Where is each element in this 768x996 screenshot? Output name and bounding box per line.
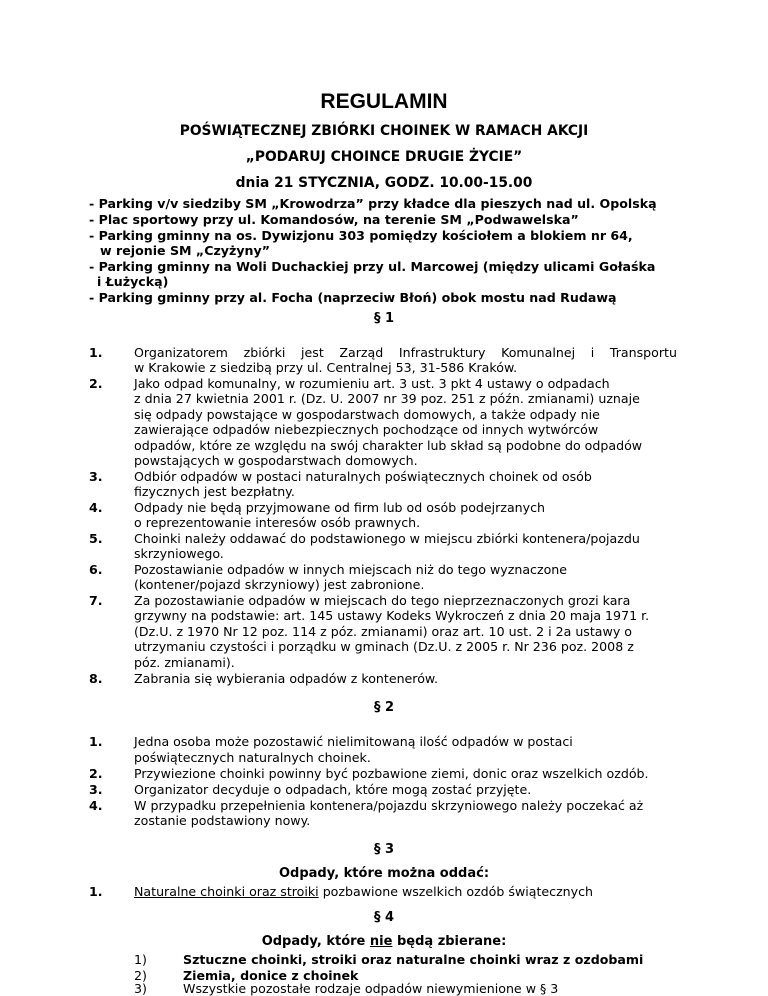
location-line: - Parking gminny na Woli Duchackiej przy ul. Marcowej (między ulicami Gołaśka <box>89 259 656 274</box>
item-text: się odpady powstające w gospodarstwach domowych, a także odpady nie <box>134 407 600 422</box>
item-number: 1. <box>89 734 103 749</box>
item-text: o reprezentowanie interesów osób prawnych. <box>134 515 421 530</box>
location-line: w rejonie SM „Czyżyny” <box>100 243 270 258</box>
item-text: Zabrania się wybierania odpadów z kontenerów. <box>134 671 439 686</box>
item-text: zawierające odpadów niebezpiecznych pochodzące od innych wytwórców <box>134 422 599 437</box>
item-number: 1. <box>89 345 103 360</box>
section-heading-4: § 4 <box>373 910 395 925</box>
item-text: w Krakowie z siedzibą przy ul. Centralnej 53, 31-586 Kraków. <box>134 360 518 375</box>
word: Transportu <box>609 345 677 360</box>
item-number: 1. <box>89 884 103 899</box>
item-text: (kontener/pojazd skrzyniowy) jest zabronione. <box>134 577 425 592</box>
item-number: 2. <box>89 376 103 391</box>
subheading-post: będą zbierane: <box>392 934 507 949</box>
item-text: Jako odpad komunalny, w rozumieniu art. 3 ust. 3 pkt 4 ustawy o odpadach <box>134 376 610 391</box>
item-text: powstających w gospodarstwach domowych. <box>134 453 418 468</box>
item-text: Pozostawianie odpadów w innych miejscach niż do tego wyznaczone <box>134 562 568 577</box>
item-number: 5. <box>89 531 103 546</box>
subtitle: POŚWIĄTECZNEJ ZBIÓRKI CHOINEK W RAMACH AKCJI <box>179 123 589 139</box>
item-text: Odpady nie będą przyjmowane od firm lub od osób podejrzanych <box>134 500 546 515</box>
item-text: poświątecznych naturalnych choinek. <box>134 750 371 765</box>
item-text: zostanie podstawiony nowy. <box>134 813 311 828</box>
item-text <box>134 884 593 900</box>
word: zbiórki <box>243 345 286 360</box>
item-number: 3. <box>89 782 103 797</box>
item-text: fizycznych jest bezpłatny. <box>134 484 295 499</box>
item-text: Organizator decyduje o odpadach, które mogą zostać przyjęte. <box>134 782 532 797</box>
item-text: odpadów, które ze względu na swój charakter lub skład są podobne do odpadów <box>134 438 643 453</box>
list-item: Sztuczne choinki, stroiki oraz naturalne choinki wraz z ozdobami <box>183 952 644 967</box>
list-item: Wszystkie pozostałe rodzaje odpadów niewymienione w § 3 <box>183 981 559 996</box>
item-number: 7. <box>89 593 103 608</box>
item-number: 3. <box>89 469 103 484</box>
item-text: grzywny na podstawie: art. 145 ustawy Kodeks Wykroczeń z dnia 20 maja 1971 r. <box>134 608 650 623</box>
item-text: (Dz.U. z 1970 Nr 12 poz. 114 z póz. zmianami) oraz art. 10 ust. 2 i 2a ustawy o <box>134 624 632 639</box>
item-text <box>134 345 677 361</box>
location-line: - Plac sportowy przy ul. Komandosów, na terenie SM „Podwawelska” <box>89 212 579 227</box>
item-text: z dnia 27 kwietnia 2001 r. (Dz. U. 2007 nr 39 poz. 251 z późn. zmianami) uznaje <box>134 391 640 406</box>
item-rest: pozbawione wszelkich ozdób świątecznych <box>318 884 594 899</box>
word: Komunalnej <box>501 345 576 360</box>
list-marker: 1) <box>134 952 147 967</box>
list-item: Ziemia, donice z choinek <box>183 968 359 983</box>
item-text: póz. zmianami). <box>134 655 235 670</box>
location-line: - Parking gminny na os. Dywizjonu 303 pomiędzy kościołem a blokiem nr 64, <box>89 228 633 243</box>
date-line: dnia 21 STYCZNIA, GODZ. 10.00-15.00 <box>235 175 533 191</box>
item-text: utrzymaniu czystości i porządku w gminach (Dz.U. z 2005 r. Nr 236 poz. 2008 z <box>134 639 634 654</box>
location-line: - Parking gminny przy al. Focha (naprzeciw Błoń) obok mostu nad Rudawą <box>89 290 617 305</box>
item-text: Jedna osoba może pozostawić nielimitowaną ilość odpadów w postaci <box>134 734 573 749</box>
item-number: 8. <box>89 671 103 686</box>
page-title: REGULAMIN <box>320 90 448 113</box>
underlined-text: Naturalne choinki oraz stroiki <box>134 884 319 899</box>
word: Organizatorem <box>134 345 228 360</box>
location-line: - Parking v/v siedziby SM „Krowodrza” przy kładce dla pieszych nad ul. Opolską <box>89 196 657 211</box>
item-text: Choinki należy oddawać do podstawionego w miejscu zbiórki kontenera/pojazdu <box>134 531 640 546</box>
section-heading-1: § 1 <box>373 311 395 326</box>
subheading-pre: Odpady, które <box>261 934 370 949</box>
word: Infrastruktury <box>398 345 486 360</box>
word: i <box>590 345 595 360</box>
item-number: 4. <box>89 798 103 813</box>
item-text: W przypadku przepełnienia kontenera/pojazdu skrzyniowego należy poczekać aż <box>134 798 644 813</box>
list-marker: 2) <box>134 968 147 983</box>
action-name: „PODARUJ CHOINCE DRUGIE ŻYCIE” <box>245 149 523 165</box>
section-subheading <box>0 934 768 950</box>
item-text: Odbiór odpadów w postaci naturalnych poświątecznych choinek od osób <box>134 469 592 484</box>
section-heading-2: § 2 <box>373 700 395 715</box>
word: Zarząd <box>339 345 384 360</box>
list-marker: 3) <box>134 981 147 996</box>
item-text: skrzyniowego. <box>134 546 224 561</box>
item-number: 6. <box>89 562 103 577</box>
item-text: Przywiezione choinki powinny być pozbawione ziemi, donic oraz wszelkich ozdób. <box>134 766 649 781</box>
item-number: 4. <box>89 500 103 515</box>
subheading-negation: nie <box>369 934 393 949</box>
word: jest <box>301 345 324 360</box>
location-line: i Łużycką) <box>97 274 169 289</box>
item-number: 2. <box>89 766 103 781</box>
item-text: Za pozostawianie odpadów w miejscach do tego nieprzeznaczonych grozi kara <box>134 593 631 608</box>
section-subheading: Odpady, które można oddać: <box>278 866 490 881</box>
section-heading-3: § 3 <box>373 842 395 857</box>
